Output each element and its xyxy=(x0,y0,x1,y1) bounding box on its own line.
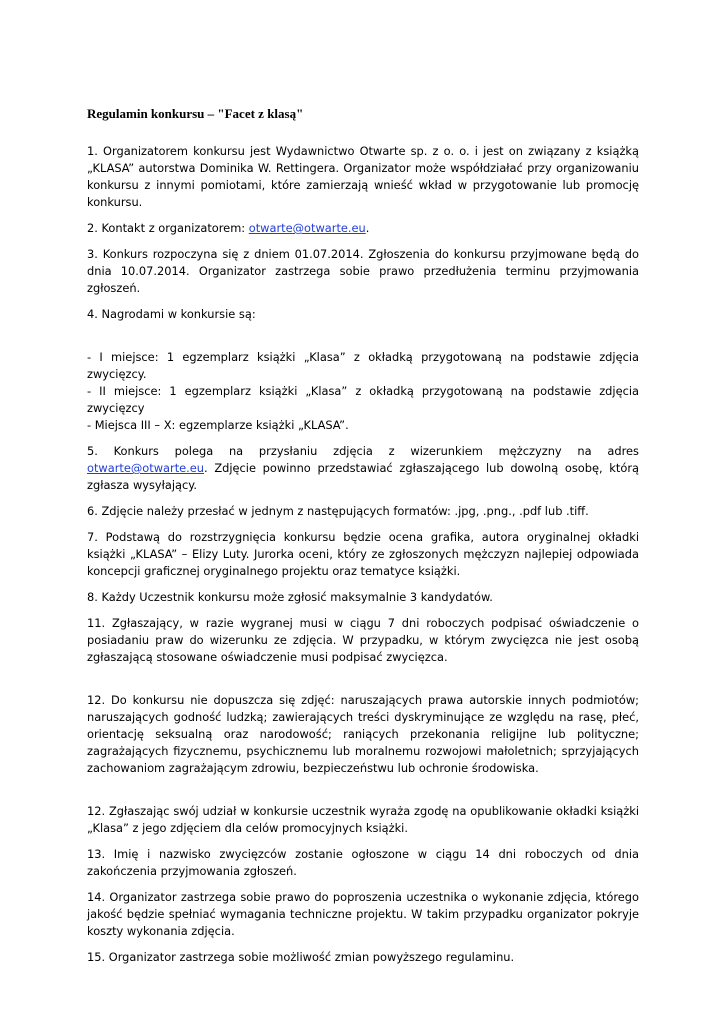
submission-email-link[interactable]: otwarte@otwarte.eu xyxy=(87,461,205,475)
paragraph-7-judging: 7. Podstawą do rozstrzygnięcia konkursu będzie ocena grafika, autora oryginalnej okładki książki „KLASA” – Elizy Luty. Jurorka oceni, który ze zgłoszonych mężczyzn najlepiej odpowiada koncepcji graficznej oryginalnego projektu oraz tematyce książki. xyxy=(87,530,639,578)
prize-item-1: - I miejsce: 1 egzemplarz książki „Klasa” z okładką przygotowaną na podstawie zdjęcia zwycięzcy. xyxy=(87,350,639,381)
contact-text-end: . xyxy=(365,221,370,235)
paragraph-4-prizes-heading: 4. Nagrodami w konkursie są: xyxy=(87,307,256,321)
paragraph-14-retake: 14. Organizator zastrzega sobie prawo do poproszenia uczestnika o wykonanie zdjęcia, którego jakość będzie spełniać wymagania techniczne projektu. W takim przypadku organizator pokryje koszty wykonania zdjęcia. xyxy=(87,890,639,938)
contact-email-link[interactable]: otwarte@otwarte.eu xyxy=(248,221,366,235)
paragraph-12-excluded-photos: 12. Do konkursu nie dopuszcza się zdjęć: naruszających prawa autorskie innych podmiotów; naruszających godność ludzką; zawierających treści dyskryminujące ze względu na rasę, płeć, orientację seksualną oraz narodowość; raniących przekonania religijne lub polityczne; zagrażających fizycznemu, psychicznemu lub moralnemu rozwojowi małoletnich; sprzyjających zachowaniom zagrażającym zdrowiu, bezpieczeństwu lub ochronie środowiska. xyxy=(87,693,639,775)
paragraph-11-image-rights: 11. Zgłaszający, w razie wygranej musi w ciągu 7 dni roboczych podpisać oświadczenie o posiadaniu praw do wizerunku ze zdjęcia. W przypadku, w którym zwycięzca nie jest osobą zgłaszającą stosowane oświadczenie musi podpisać zwycięzca. xyxy=(87,616,639,664)
paragraph-2-contact xyxy=(87,220,639,237)
paragraph-8-candidates: 8. Każdy Uczestnik konkursu może zgłosić maksymalnie 3 kandydatów. xyxy=(87,590,493,604)
contact-text: 2. Kontakt z organizatorem: xyxy=(87,221,249,235)
paragraph-1-organizer: 1. Organizatorem konkursu jest Wydawnictwo Otwarte sp. z o. o. i jest on związany z książką „KLASA” autorstwa Dominika W. Rettingera. Organizator może współdziałać przy organizowaniu konkursu z innymi pomiotami, które zamierzają wnieść wkład w przygotowanie lub promocję konkursu. xyxy=(87,144,639,209)
prize-list xyxy=(87,349,639,434)
paragraph-15-changes: 15. Organizator zastrzega sobie możliwość zmian powyższego regulaminu. xyxy=(87,950,515,964)
paragraph-5-submission xyxy=(87,443,639,494)
paragraph-12-consent: 12. Zgłaszając swój udział w konkursie uczestnik wyraża zgodę na opublikowanie okładki książki „Klasa” z jego zdjęciem dla celów promocyjnych książki. xyxy=(87,804,639,835)
submission-text: 5. Konkurs polega na przysłaniu zdjęcia z wizerunkiem mężczyzny na adres xyxy=(87,444,639,458)
paragraph-3-dates: 3. Konkurs rozpoczyna się z dniem 01.07.2014. Zgłoszenia do konkursu przyjmowane będą do dnia 10.07.2014. Organizator zastrzega sobie prawo przedłużenia terminu przyjmowania zgłoszeń. xyxy=(87,247,639,295)
document-title: Regulamin konkursu – "Facet z klasą" xyxy=(87,106,304,121)
document-page xyxy=(87,106,639,975)
paragraph-13-winners: 13. Imię i nazwisko zwycięzców zostanie ogłoszone w ciągu 14 dni roboczych od dnia zakończenia przyjmowania zgłoszeń. xyxy=(87,847,639,878)
prize-item-2: - II miejsce: 1 egzemplarz książki „Klasa” z okładką przygotowaną na podstawie zdjęcia zwycięzcy xyxy=(87,384,639,415)
prize-item-3: - Miejsca III – X: egzemplarze książki „KLASA”. xyxy=(87,418,349,432)
paragraph-6-formats: 6. Zdjęcie należy przesłać w jednym z następujących formatów: .jpg, .png., .pdf lub .tiff. xyxy=(87,504,589,518)
submission-text-end: . Zdjęcie powinno przedstawiać zgłaszającego lub dowolną osobę, którą zgłasza wysyłający. xyxy=(87,461,639,492)
